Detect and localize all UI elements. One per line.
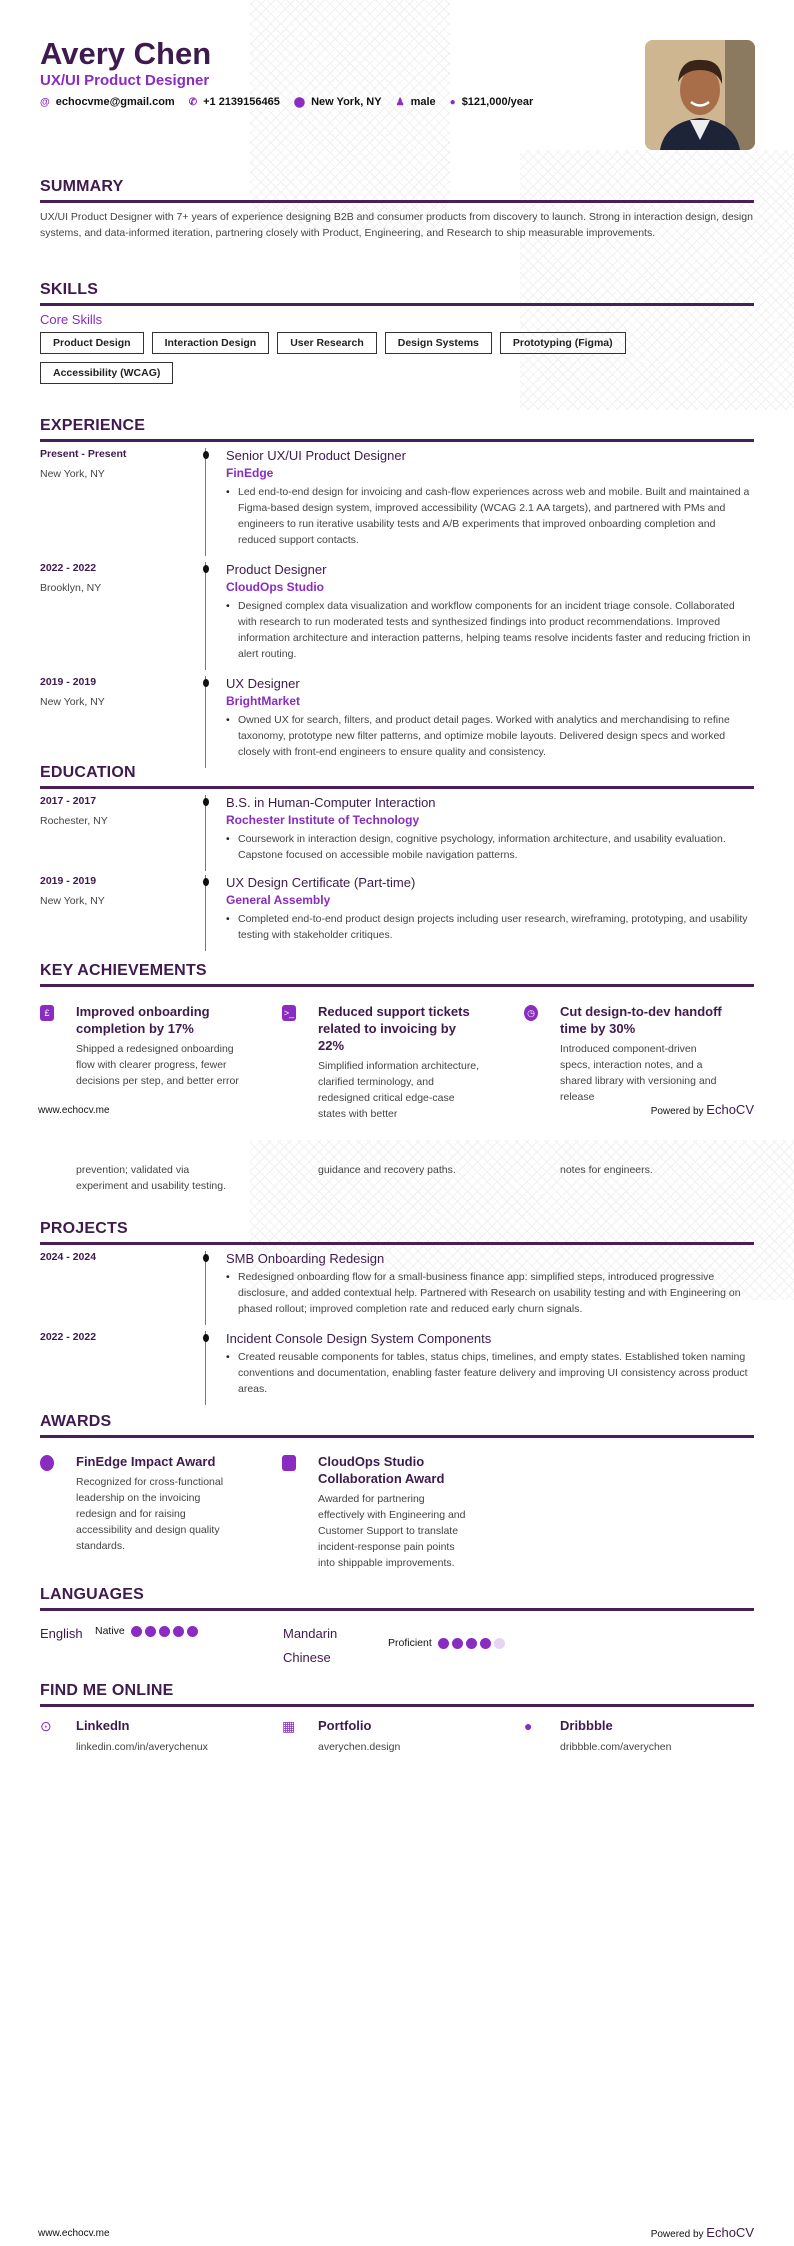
- entry-location: New York, NY: [40, 696, 105, 708]
- achievement-description: prevention; validated via experiment and usability testing.: [76, 1164, 226, 1192]
- proficiency-dot: [438, 1638, 449, 1649]
- entry-dates: 2019 - 2019: [40, 676, 97, 688]
- achievement-description: Shipped a redesigned onboarding flow with clearer progress, fewer decisions per step, and better error: [76, 1043, 239, 1087]
- section-heading: SUMMARY: [40, 178, 754, 203]
- echocv-brand: EchoCV: [706, 2225, 754, 2240]
- proficiency-dot: [145, 1626, 156, 1637]
- projects-section: [40, 1220, 754, 1411]
- achievement-item: [524, 1003, 724, 1105]
- candidate-name: Avery Chen: [40, 36, 212, 71]
- language-level: [388, 1637, 505, 1649]
- skill-tag: Design Systems: [385, 332, 492, 354]
- award-item: [282, 1453, 472, 1571]
- skill-group-label: Core Skills: [40, 312, 103, 327]
- at-icon: @: [40, 97, 50, 108]
- section-heading: LANGUAGES: [40, 1586, 754, 1611]
- dribbble-icon: ●: [524, 1718, 533, 1734]
- entry-title: Incident Console Design System Components: [226, 1331, 492, 1346]
- echocv-brand: EchoCV: [706, 1102, 754, 1117]
- award-item: [40, 1453, 240, 1554]
- achievement-title: Improved onboarding completion by 17%: [76, 1004, 210, 1036]
- award-title: FinEdge Impact Award: [76, 1454, 216, 1469]
- entry-location: New York, NY: [40, 468, 105, 480]
- proficiency-dots: [131, 1626, 198, 1637]
- experience-section: [40, 417, 754, 774]
- entry-content: [205, 795, 754, 871]
- online-label: LinkedIn: [76, 1718, 130, 1733]
- skill-tag: Accessibility (WCAG): [40, 362, 173, 384]
- proficiency-dot: [173, 1626, 184, 1637]
- achievement-description: notes for engineers.: [560, 1164, 653, 1176]
- entry-title: SMB Onboarding Redesign: [226, 1251, 385, 1266]
- achievements-section: [40, 962, 754, 993]
- entry-bullet: • Designed complex data visualization and workflow components for an incident triage console. Collaborated with research to run moderated tests and synthesized findings into product recommendations. Improved information architecture and interaction patterns, helping teams resolve incidents faster and reducing friction in alert routing.: [226, 598, 754, 662]
- entry-content: [205, 1331, 754, 1405]
- section-heading: EXPERIENCE: [40, 417, 754, 442]
- skill-tag: Product Design: [40, 332, 144, 354]
- summary-text: UX/UI Product Designer with 7+ years of experience designing B2B and consumer products from discovery to launch. Strong in interaction design, design systems, and data-informed iteration, partnering closely with Product, Engineering, and Research to ship measurable improvements.: [40, 211, 753, 239]
- achievement-continued: [524, 1162, 724, 1178]
- contact-location: ⬤ New York, NY: [293, 96, 382, 108]
- timeline-entry: [40, 676, 754, 768]
- contact-email[interactable]: @ echocvme@gmail.com: [40, 96, 175, 108]
- section-heading: KEY ACHIEVEMENTS: [40, 962, 754, 987]
- award-description: Recognized for cross-functional leadership on the invoicing redesign and for raising accessibility and design quality standards.: [76, 1476, 224, 1552]
- footer-powered: Powered by EchoCV: [650, 2225, 754, 2240]
- achievement-item: [282, 1003, 482, 1122]
- proficiency-dot: [480, 1638, 491, 1649]
- chat-bubble-icon: [40, 1455, 54, 1471]
- proficiency-dot: [187, 1626, 198, 1637]
- award-title: CloudOps Studio Collaboration Award: [318, 1454, 445, 1486]
- online-label: Portfolio: [318, 1718, 372, 1733]
- bookmark-slash-icon: [282, 1455, 296, 1471]
- footer-site[interactable]: www.echocv.me: [38, 1105, 110, 1116]
- online-section: [40, 1682, 754, 1713]
- section-heading: FIND ME ONLINE: [40, 1682, 754, 1707]
- entry-location: Rochester, NY: [40, 815, 108, 827]
- timeline-entry: [40, 1331, 754, 1405]
- entry-organization: General Assembly: [226, 893, 331, 907]
- entry-location: New York, NY: [40, 895, 105, 907]
- achievement-description: Simplified information architecture, clarified terminology, and redesigned critical edge-case states with better: [318, 1060, 480, 1120]
- date-column: [40, 795, 205, 871]
- document-icon: £: [40, 1005, 54, 1021]
- entry-content: [205, 448, 754, 556]
- entry-dates: 2022 - 2022: [40, 1331, 97, 1343]
- entry-organization: BrightMarket: [226, 694, 301, 708]
- date-column: [40, 1251, 205, 1325]
- contact-phone[interactable]: ✆ +1 2139156465: [188, 96, 280, 108]
- education-section: [40, 764, 754, 955]
- proficiency-dots: [438, 1638, 505, 1649]
- person-icon: ♟: [395, 97, 405, 108]
- entry-dates: 2017 - 2017: [40, 795, 97, 807]
- timeline-entry: [40, 1251, 754, 1325]
- language-name: Mandarin Chinese: [283, 1626, 338, 1665]
- entry-bullet: • Completed end-to-end product design projects including user research, wireframing, prototyping, and usability testing with stakeholder critiques.: [226, 911, 754, 943]
- skill-tag: User Research: [277, 332, 377, 354]
- entry-title: UX Design Certificate (Part-time): [226, 875, 416, 890]
- clock-icon: ◷: [524, 1005, 538, 1021]
- awards-section: [40, 1413, 754, 1444]
- date-column: [40, 875, 205, 951]
- entry-bullet: • Coursework in interaction design, cognitive psychology, information architecture, and usability evaluation. Capstone focused on accessible mobile navigation patterns.: [226, 831, 754, 863]
- timeline-entry: [40, 562, 754, 670]
- proficiency-dot: [466, 1638, 477, 1649]
- footer-powered: Powered by EchoCV: [650, 1102, 754, 1117]
- contact-salary: ● $121,000/year: [449, 96, 534, 108]
- online-url[interactable]: linkedin.com/in/averychenux: [76, 1741, 208, 1753]
- language-level: [95, 1625, 198, 1637]
- date-column: [40, 1331, 205, 1405]
- entry-bullet: • Redesigned onboarding flow for a small-business finance app: simplified steps, introduced progressive disclosure, and added contextual help. Partnered with Research on usability testing and with Engineering on phased rollout; improved completion rate and reduced early churn signals.: [226, 1269, 754, 1317]
- timeline-entry: [40, 875, 754, 951]
- footer-site[interactable]: www.echocv.me: [38, 2228, 110, 2239]
- section-heading: PROJECTS: [40, 1220, 754, 1245]
- proficiency-dot: [494, 1638, 505, 1649]
- date-column: [40, 562, 205, 670]
- skill-tag: Prototyping (Figma): [500, 332, 626, 354]
- timeline-entry: [40, 448, 754, 556]
- entry-dates: 2024 - 2024: [40, 1251, 97, 1263]
- money-icon: ●: [449, 97, 456, 108]
- online-label: Dribbble: [560, 1718, 613, 1733]
- entry-title: UX Designer: [226, 676, 300, 691]
- entry-organization: FinEdge: [226, 466, 274, 480]
- skills-section: [40, 281, 754, 384]
- language-level-label: Native: [95, 1625, 125, 1637]
- achievement-title: Cut design-to-dev handoff time by 30%: [560, 1004, 722, 1036]
- proficiency-dot: [159, 1626, 170, 1637]
- online-url[interactable]: dribbble.com/averychen: [560, 1741, 672, 1753]
- language-level-label: Proficient: [388, 1637, 432, 1649]
- entry-organization: Rochester Institute of Technology: [226, 813, 420, 827]
- entry-content: [205, 676, 754, 768]
- entry-dates: 2019 - 2019: [40, 875, 97, 887]
- entry-content: [205, 875, 754, 951]
- entry-title: Senior UX/UI Product Designer: [226, 448, 406, 463]
- entry-title: B.S. in Human-Computer Interaction: [226, 795, 436, 810]
- entry-bullet: • Created reusable components for tables, status chips, timelines, and empty states. Established token naming conventions and documentation, enabling faster feature delivery and improving UI consistency across product areas.: [226, 1349, 754, 1397]
- entry-location: Brooklyn, NY: [40, 582, 102, 594]
- skill-tag: Interaction Design: [152, 332, 270, 354]
- location-icon: ⬤: [293, 97, 306, 108]
- achievement-continued: [282, 1162, 482, 1178]
- entry-dates: 2022 - 2022: [40, 562, 97, 574]
- summary-section: [40, 178, 754, 241]
- achievement-title: Reduced support tickets related to invoicing by 22%: [318, 1004, 470, 1053]
- award-description: Awarded for partnering effectively with Engineering and Customer Support to translate incident-response pain points into shippable improvements.: [318, 1493, 466, 1569]
- profile-photo: [645, 40, 755, 150]
- achievement-item: [40, 1003, 240, 1089]
- date-column: [40, 448, 205, 556]
- online-link[interactable]: [282, 1718, 502, 1753]
- phone-icon: ✆: [188, 97, 198, 108]
- achievement-description: guidance and recovery paths.: [318, 1164, 456, 1176]
- entry-bullet: • Led end-to-end design for invoicing and cash-flow experiences across web and mobile. Built and maintained a Figma-based design system, improved accessibility (WCAG 2.1 AA targets), and partnered with PMs and engineers to run iterative usability tests and A/B experiments that improved onboarding completion and reduced support contacts.: [226, 484, 754, 548]
- entry-dates: Present - Present: [40, 448, 127, 460]
- store-icon: ▦: [282, 1718, 296, 1734]
- online-url[interactable]: averychen.design: [318, 1741, 401, 1753]
- achievement-continued: [40, 1162, 240, 1194]
- contact-gender: ♟ male: [395, 96, 436, 108]
- achievement-description: Introduced component-driven specs, interaction notes, and a shared library with versioning and release: [560, 1043, 717, 1103]
- date-column: [40, 676, 205, 768]
- section-heading: SKILLS: [40, 281, 754, 306]
- linkedin-icon: ⊙: [40, 1718, 52, 1734]
- entry-content: [205, 1251, 754, 1325]
- entry-content: [205, 562, 754, 670]
- proficiency-dot: [452, 1638, 463, 1649]
- candidate-title: UX/UI Product Designer: [40, 72, 210, 89]
- online-link[interactable]: [524, 1718, 744, 1753]
- timeline-entry: [40, 795, 754, 871]
- terminal-icon: >_: [282, 1005, 296, 1021]
- section-heading: AWARDS: [40, 1413, 754, 1438]
- languages-section: [40, 1586, 754, 1617]
- language-name: English: [40, 1626, 83, 1641]
- online-link[interactable]: [40, 1718, 260, 1753]
- section-heading: EDUCATION: [40, 764, 754, 789]
- contact-row: [40, 96, 533, 108]
- entry-bullet: • Owned UX for search, filters, and product detail pages. Worked with analytics and merchandising to refine taxonomy, prototype new filter patterns, and optimize mobile layouts. Delivered design specs and worked closely with front-end engineers to ensure quality and consistency.: [226, 712, 754, 760]
- proficiency-dot: [131, 1626, 142, 1637]
- entry-organization: CloudOps Studio: [226, 580, 324, 594]
- entry-title: Product Designer: [226, 562, 327, 577]
